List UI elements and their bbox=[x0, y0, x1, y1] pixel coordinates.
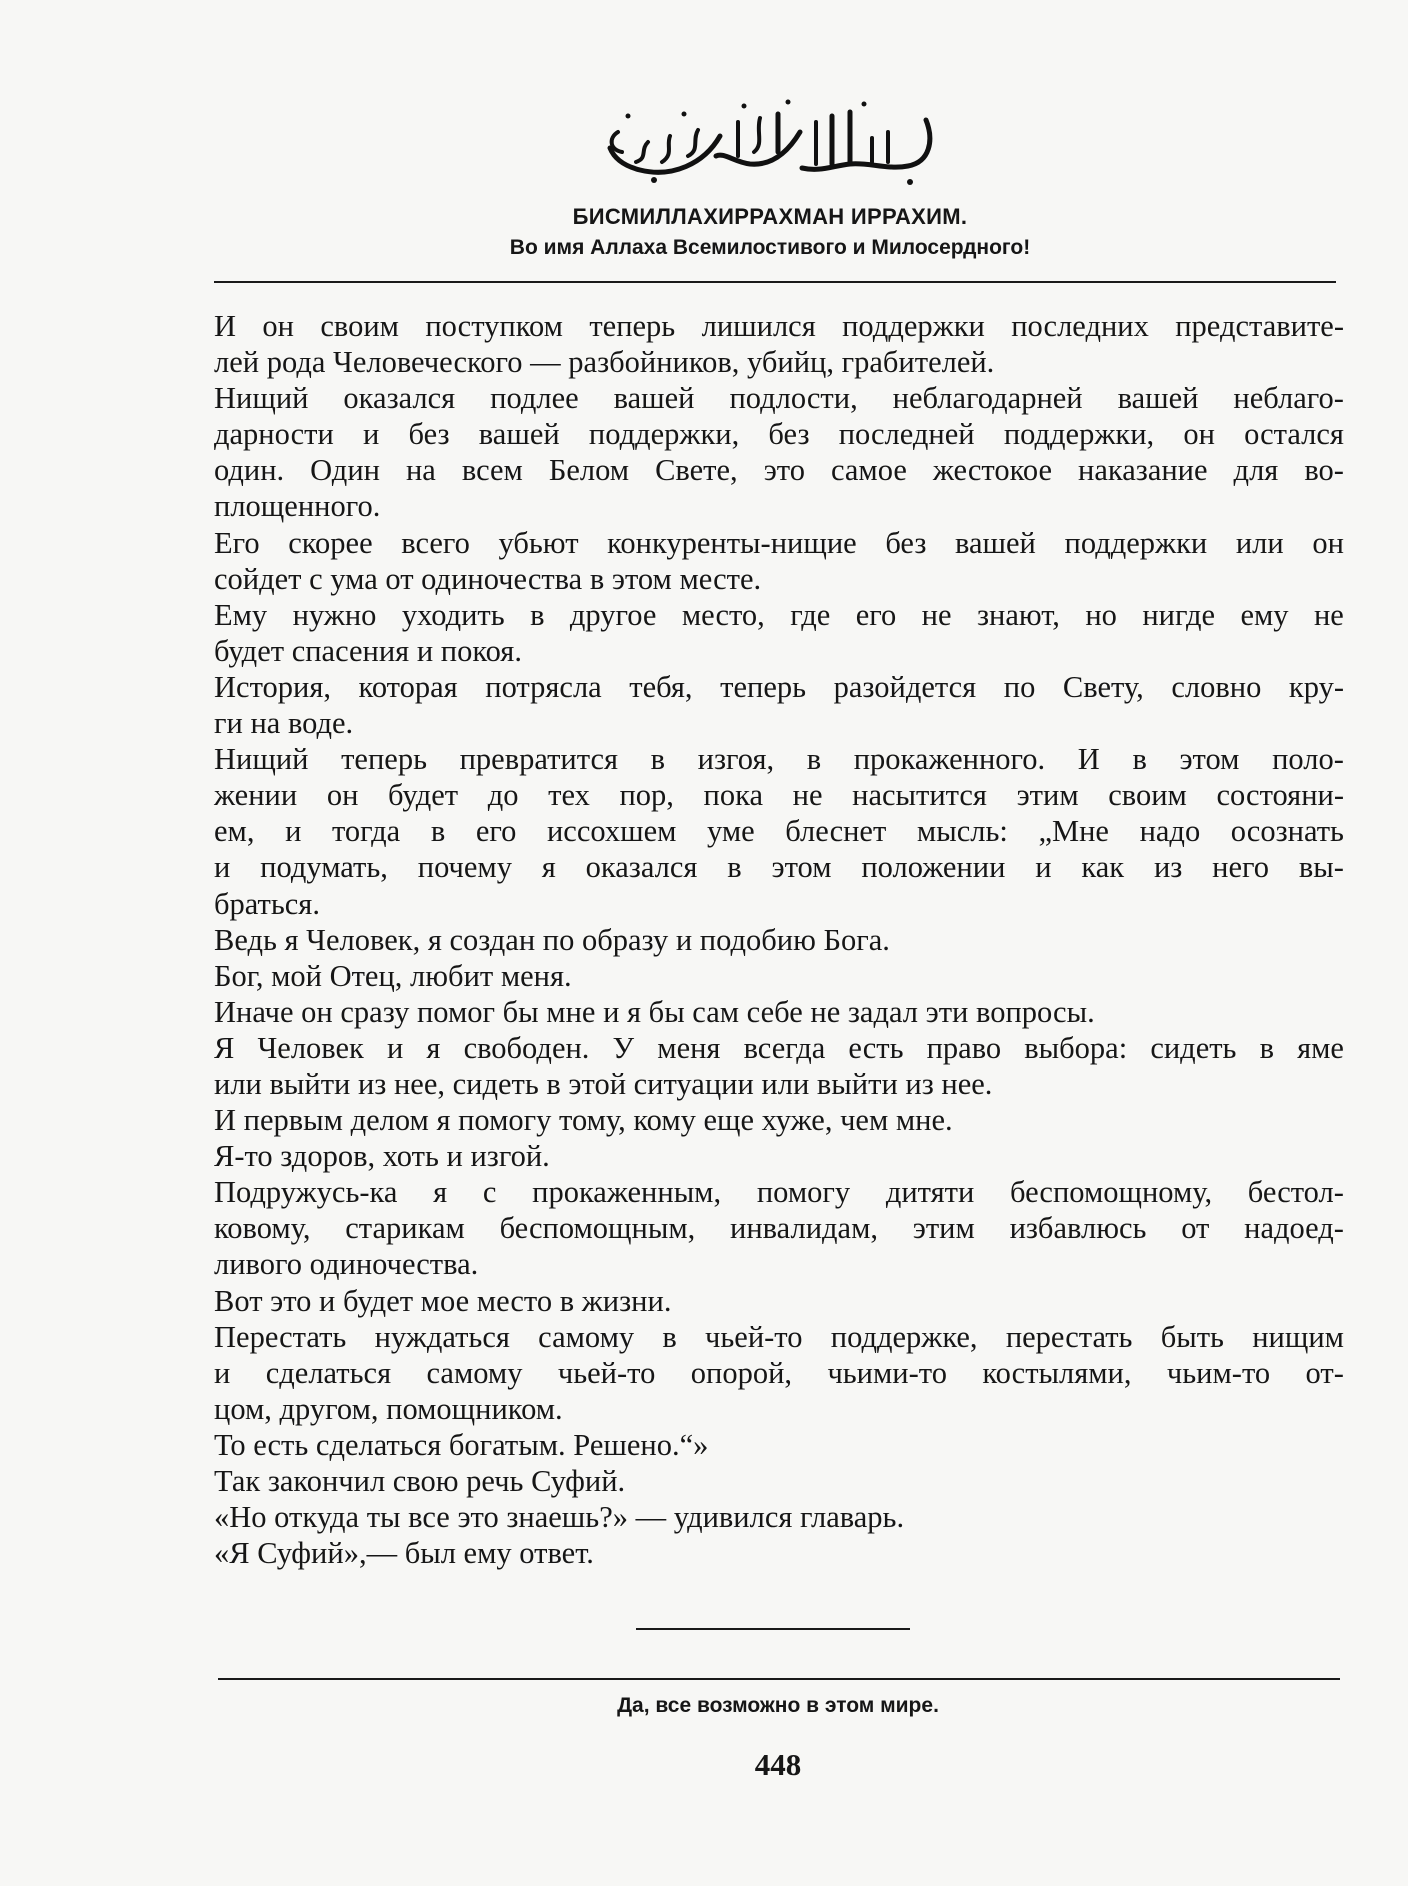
text-line: один. Один на всем Белом Свете, это самое жестокое наказание для во- bbox=[214, 453, 1344, 488]
text-line: Ведь я Человек, я создан по образу и подобию Бога. bbox=[214, 922, 890, 957]
page-header-title: БИСМИЛЛАХИРРАХМАН ИРРАХИМ. bbox=[572, 204, 968, 229]
bismillah-calligraphy bbox=[588, 92, 948, 192]
text-line: Подружусь-ка я с прокаженным, помогу дитяти беспомощному, бестол- bbox=[214, 1175, 1344, 1210]
text-line: и подумать, почему я оказался в этом положении и как из него вы- bbox=[214, 850, 1344, 885]
text-line: Я-то здоров, хоть и изгой. bbox=[214, 1139, 550, 1174]
text-line: «Я Суфий»,— был ему ответ. bbox=[214, 1536, 594, 1571]
text-line: жении он будет до тех пор, пока не насытится этим своим состояни- bbox=[214, 778, 1344, 813]
text-line: и сделаться самому чьей-то опорой, чьими-то костылями, чьим-то от- bbox=[214, 1355, 1344, 1390]
section-end-divider bbox=[636, 1628, 910, 1630]
page-number: 448 bbox=[754, 1747, 802, 1782]
text-line: площенного. bbox=[214, 489, 381, 524]
footer-divider bbox=[218, 1678, 1340, 1680]
text-line: Иначе он сразу помог бы мне и я бы сам себе не задал эти вопросы. bbox=[214, 994, 1095, 1029]
body-text bbox=[214, 308, 1344, 1571]
text-line: ковому, старикам беспомощным, инвалидам, этим избавлюсь от надоед- bbox=[214, 1211, 1344, 1246]
text-line: Нищий теперь превратится в изгоя, в прокаженного. И в этом поло- bbox=[214, 742, 1344, 777]
text-line: цом, другом, помощником. bbox=[214, 1391, 563, 1426]
page-footer-text: Да, все возможно в этом мире. bbox=[617, 1694, 939, 1717]
text-line: браться. bbox=[214, 886, 320, 921]
text-line: ливого одиночества. bbox=[214, 1247, 479, 1282]
text-line: Так закончил свою речь Суфий. bbox=[214, 1464, 626, 1498]
text-line: ги на воде. bbox=[214, 706, 354, 741]
text-line: И первым делом я помогу тому, кому еще хуже, чем мне. bbox=[214, 1103, 953, 1138]
text-line: дарности и без вашей поддержки, без последней поддержки, он остался bbox=[214, 417, 1344, 452]
text-line: То есть сделаться богатым. Решено.“» bbox=[214, 1427, 709, 1462]
text-line: лей рода Человеческого — разбойников, убийц, грабителей. bbox=[214, 345, 995, 380]
text-line: или выйти из нее, сидеть в этой ситуации или выйти из нее. bbox=[214, 1066, 993, 1101]
text-line: ем, и тогда в его иссохшем уме блеснет мысль: „Мне надо осознать bbox=[214, 814, 1344, 849]
text-line: сойдет с ума от одиночества в этом месте. bbox=[214, 561, 762, 596]
text-line: Ему нужно уходить в другое место, где его не знают, но нигде ему не bbox=[214, 597, 1344, 632]
text-line: будет спасения и покоя. bbox=[214, 633, 522, 668]
text-line: История, которая потрясла тебя, теперь разойдется по Свету, словно кру- bbox=[214, 669, 1344, 704]
text-line: Бог, мой Отец, любит меня. bbox=[214, 958, 572, 993]
header-divider bbox=[214, 281, 1336, 283]
text-line: И он своим поступком теперь лишился поддержки последних представите- bbox=[214, 309, 1344, 343]
text-line: Вот это и будет мое место в жизни. bbox=[214, 1283, 672, 1318]
page-header-subtitle: Во имя Аллаха Всемилостивого и Милосердного! bbox=[509, 236, 1031, 259]
text-line: Перестать нуждаться самому в чьей-то поддержке, перестать быть нищим bbox=[214, 1319, 1344, 1354]
text-line: Я Человек и я свободен. У меня всегда есть право выбора: сидеть в яме bbox=[214, 1030, 1344, 1065]
text-line: Его скорее всего убьют конкуренты-нищие без вашей поддержки или он bbox=[214, 525, 1344, 560]
text-line: «Но откуда ты все это знаешь?» — удивился главарь. bbox=[214, 1500, 905, 1535]
text-line: Нищий оказался подлее вашей подлости, неблагодарней вашей неблаго- bbox=[214, 381, 1344, 416]
